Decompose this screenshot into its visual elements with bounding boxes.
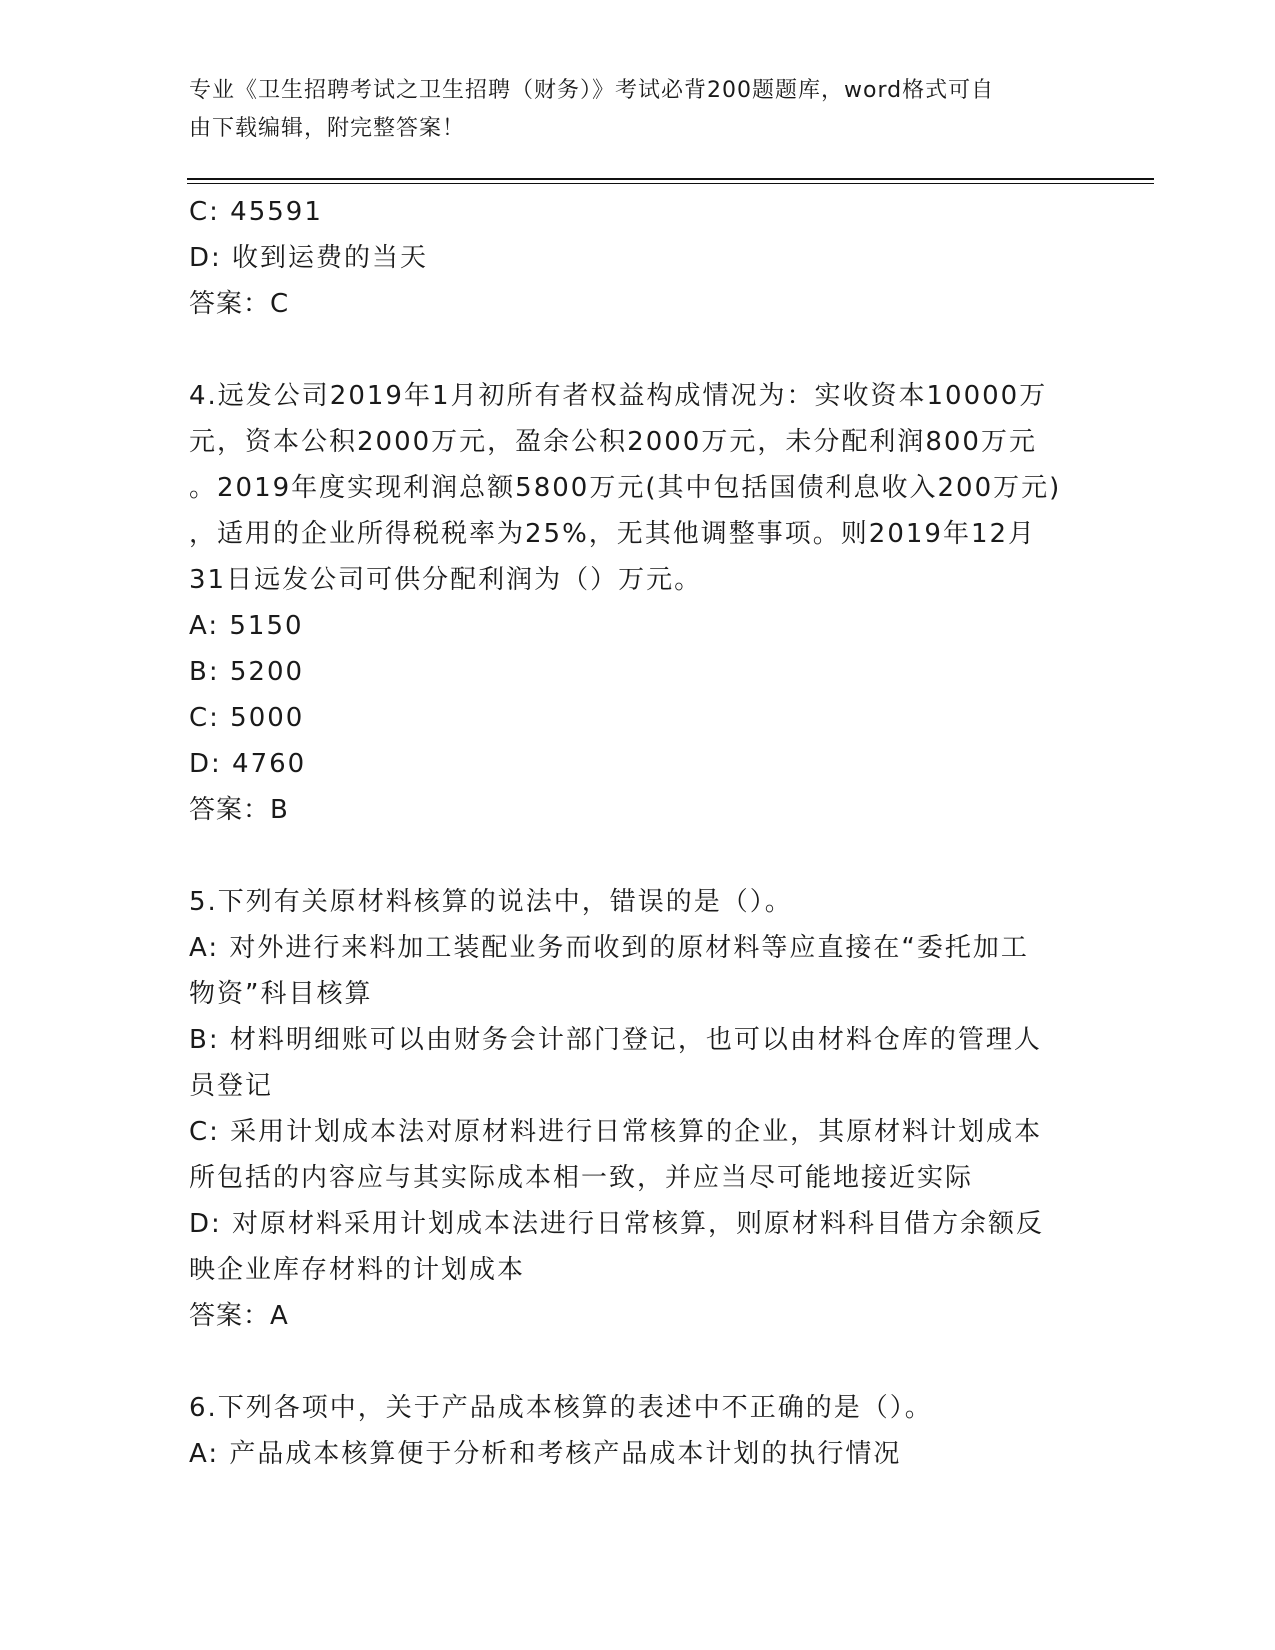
question-text: 元，资本公积2000万元，盈余公积2000万元，未分配利润800万元 — [189, 427, 1037, 457]
option-a: A: 对外进行来料加工装配业务而收到的原材料等应直接在“委托加工 — [189, 933, 1029, 963]
option-c: C: 45591 — [189, 197, 323, 227]
option-a: A: 产品成本核算便于分析和考核产品成本计划的执行情况 — [189, 1439, 902, 1469]
option-b: B: 材料明细账可以由财务会计部门登记，也可以由材料仓库的管理人 — [189, 1025, 1042, 1055]
answer-line: 答案：A — [189, 1301, 289, 1331]
question-text: 31日远发公司可供分配利润为（）万元。 — [189, 565, 703, 595]
option-d: D: 收到运费的当天 — [189, 243, 429, 273]
header-line: 专业《卫生招聘考试之卫生招聘（财务）》考试必背200题题库，word格式可自 — [189, 78, 995, 103]
answer-line: 答案：C — [189, 289, 290, 319]
answer-line: 答案：B — [189, 795, 289, 825]
header-divider — [187, 178, 1154, 180]
question-text: 4.远发公司2019年1月初所有者权益构成情况为：实收资本10000万 — [189, 381, 1048, 411]
question-text: 6.下列各项中，关于产品成本核算的表述中不正确的是（）。 — [189, 1393, 933, 1423]
option-c: C: 采用计划成本法对原材料进行日常核算的企业，其原材料计划成本 — [189, 1117, 1043, 1147]
option-b: B: 5200 — [189, 657, 305, 687]
question-text: ，适用的企业所得税税率为25%，无其他调整事项。则2019年12月 — [189, 519, 1037, 549]
question-text: 5.下列有关原材料核算的说法中，错误的是（）。 — [189, 887, 793, 917]
question-6 — [189, 1385, 1089, 1477]
page-header — [189, 72, 1069, 148]
spacer — [189, 327, 1089, 373]
option-a-cont: 物资”科目核算 — [189, 979, 373, 1009]
option-c-cont: 所包括的内容应与其实际成本相一致，并应当尽可能地接近实际 — [189, 1163, 974, 1193]
option-d-cont: 映企业库存材料的计划成本 — [189, 1255, 526, 1285]
spacer — [189, 833, 1089, 879]
question-4 — [189, 373, 1089, 833]
option-d: D: 4760 — [189, 749, 307, 779]
spacer — [189, 1339, 1089, 1385]
option-b-cont: 员登记 — [189, 1071, 274, 1101]
question-content — [189, 189, 1089, 1477]
question-5 — [189, 879, 1089, 1339]
option-c: C: 5000 — [189, 703, 305, 733]
header-divider — [187, 183, 1154, 184]
question-3-continued — [189, 189, 1089, 327]
option-a: A: 5150 — [189, 611, 304, 641]
question-text: 。2019年度实现利润总额5800万元(其中包括国债利息收入200万元) — [189, 473, 1062, 503]
header-line: 由下载编辑，附完整答案！ — [189, 116, 466, 141]
option-d: D: 对原材料采用计划成本法进行日常核算，则原材料科目借方余额反 — [189, 1209, 1045, 1239]
